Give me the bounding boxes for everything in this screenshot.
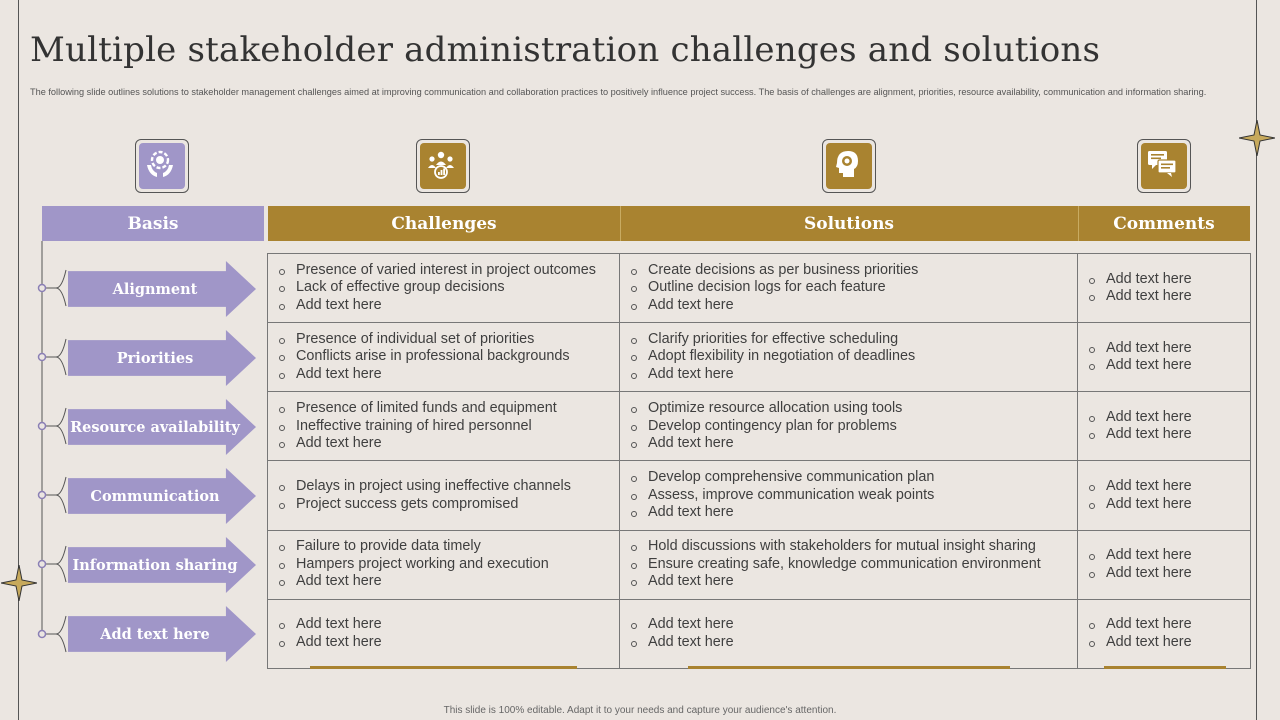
list-item: Add text here [630,435,1077,453]
list-item: Add text here [630,504,1077,522]
solutions-cell [620,461,1078,530]
list-item: Add text here [1088,288,1250,306]
solutions-cell [620,254,1078,323]
list-item: Lack of effective group decisions [278,279,619,297]
list-item: Add text here [630,634,1077,652]
list-item: Conflicts arise in professional backgrounds [278,348,619,366]
list-item: Add text here [1088,426,1250,444]
list-item: Add text here [278,435,619,453]
list-item: Delays in project using ineffective channels [278,478,619,496]
right-border-line [1256,0,1257,720]
list-item: Add text here [1088,409,1250,427]
list-item: Add text here [278,573,619,591]
list-item: Presence of limited funds and equipment [278,400,619,418]
solutions-cell [620,599,1078,668]
challenges-cell [268,599,620,668]
list-item: Create decisions as per business priorities [630,262,1077,280]
table-row [268,599,1251,668]
basis-icon-box [135,139,189,193]
list-item: Failure to provide data timely [278,538,619,556]
challenges-icon-box [416,139,470,193]
header-solutions: Solutions [620,206,1078,241]
solutions-cell [620,323,1078,392]
page-subtitle: The following slide outlines solutions to stakeholder management challenges aimed at improving communication and collaboration practices to positively influence project success. The basis of challenges are alignment, priorities, resource availability, communication and information sharing. [30,87,1207,97]
star-decoration-icon [1239,120,1275,156]
comments-cell [1078,254,1251,323]
header-challenges: Challenges [268,206,620,241]
head-bulb-icon [830,147,864,181]
list-item: Add text here [630,573,1077,591]
comments-cell [1078,323,1251,392]
table-row [268,461,1251,530]
comments-cell [1078,461,1251,530]
solutions-cell [620,392,1078,461]
comments-icon-box [1137,139,1191,193]
challenges-cell [268,323,620,392]
list-item: Adopt flexibility in negotiation of deadlines [630,348,1077,366]
list-item: Ineffective training of hired personnel [278,418,619,436]
challenges-cell [268,461,620,530]
challenges-cell [268,392,620,461]
list-item: Add text here [1088,271,1250,289]
footer-note: This slide is 100% editable. Adapt it to your needs and capture your audience's attention. [443,705,837,716]
solutions-cell [620,530,1078,599]
list-item: Add text here [278,366,619,384]
list-item: Add text here [630,616,1077,634]
list-item: Develop comprehensive communication plan [630,469,1077,487]
header-comments: Comments [1078,206,1250,241]
list-item: Hold discussions with stakeholders for mutual insight sharing [630,538,1077,556]
challenges-solutions-table [267,253,1251,669]
list-item: Add text here [278,297,619,315]
list-item: Add text here [278,634,619,652]
solutions-bottom-accent [688,666,1010,669]
list-item: Add text here [1088,478,1250,496]
star-decoration-icon [1,565,37,601]
basis-arrow-information-sharing [68,537,256,593]
left-border-line [18,0,19,720]
list-item: Hampers project working and execution [278,556,619,574]
table-row [268,530,1251,599]
chat-bubbles-icon [1145,147,1179,181]
solutions-icon-box [822,139,876,193]
comments-cell [1078,530,1251,599]
list-item: Add text here [1088,340,1250,358]
list-item: Presence of varied interest in project outcomes [278,262,619,280]
list-item: Add text here [1088,547,1250,565]
list-item: Presence of individual set of priorities [278,331,619,349]
comments-bottom-accent [1104,666,1226,669]
list-item: Add text here [1088,357,1250,375]
header-divider [1078,206,1079,241]
basis-label: Information sharing [72,556,238,574]
table-row [268,254,1251,323]
team-chart-icon [424,147,458,181]
basis-label: Add text here [100,625,210,643]
basis-arrow-priorities [68,330,256,386]
header-basis: Basis [42,206,264,241]
header-divider [620,206,621,241]
challenges-bottom-accent [310,666,577,669]
basis-arrow-alignment [68,261,256,317]
list-item: Add text here [278,616,619,634]
list-item: Clarify priorities for effective scheduling [630,331,1077,349]
basis-label: Communication [90,487,220,505]
challenges-cell [268,530,620,599]
hands-gear-icon [143,147,177,181]
comments-cell [1078,392,1251,461]
basis-label: Alignment [112,280,198,298]
list-item: Assess, improve communication weak points [630,487,1077,505]
list-item: Add text here [1088,565,1250,583]
page-title: Multiple stakeholder administration challenges and solutions [30,30,1101,70]
list-item: Develop contingency plan for problems [630,418,1077,436]
table-row [268,392,1251,461]
list-item: Project success gets compromised [278,496,619,514]
basis-arrow-communication [68,468,256,524]
challenges-cell [268,254,620,323]
list-item: Add text here [630,366,1077,384]
list-item: Outline decision logs for each feature [630,279,1077,297]
comments-cell [1078,599,1251,668]
list-item: Add text here [1088,634,1250,652]
table-row [268,323,1251,392]
basis-label: Resource availability [70,418,240,436]
basis-arrow-add-text [68,606,256,662]
basis-arrow-resource-availability [68,399,256,455]
list-item: Optimize resource allocation using tools [630,400,1077,418]
list-item: Add text here [630,297,1077,315]
list-item: Add text here [1088,496,1250,514]
list-item: Ensure creating safe, knowledge communication environment [630,556,1077,574]
basis-label: Priorities [116,349,194,367]
list-item: Add text here [1088,616,1250,634]
